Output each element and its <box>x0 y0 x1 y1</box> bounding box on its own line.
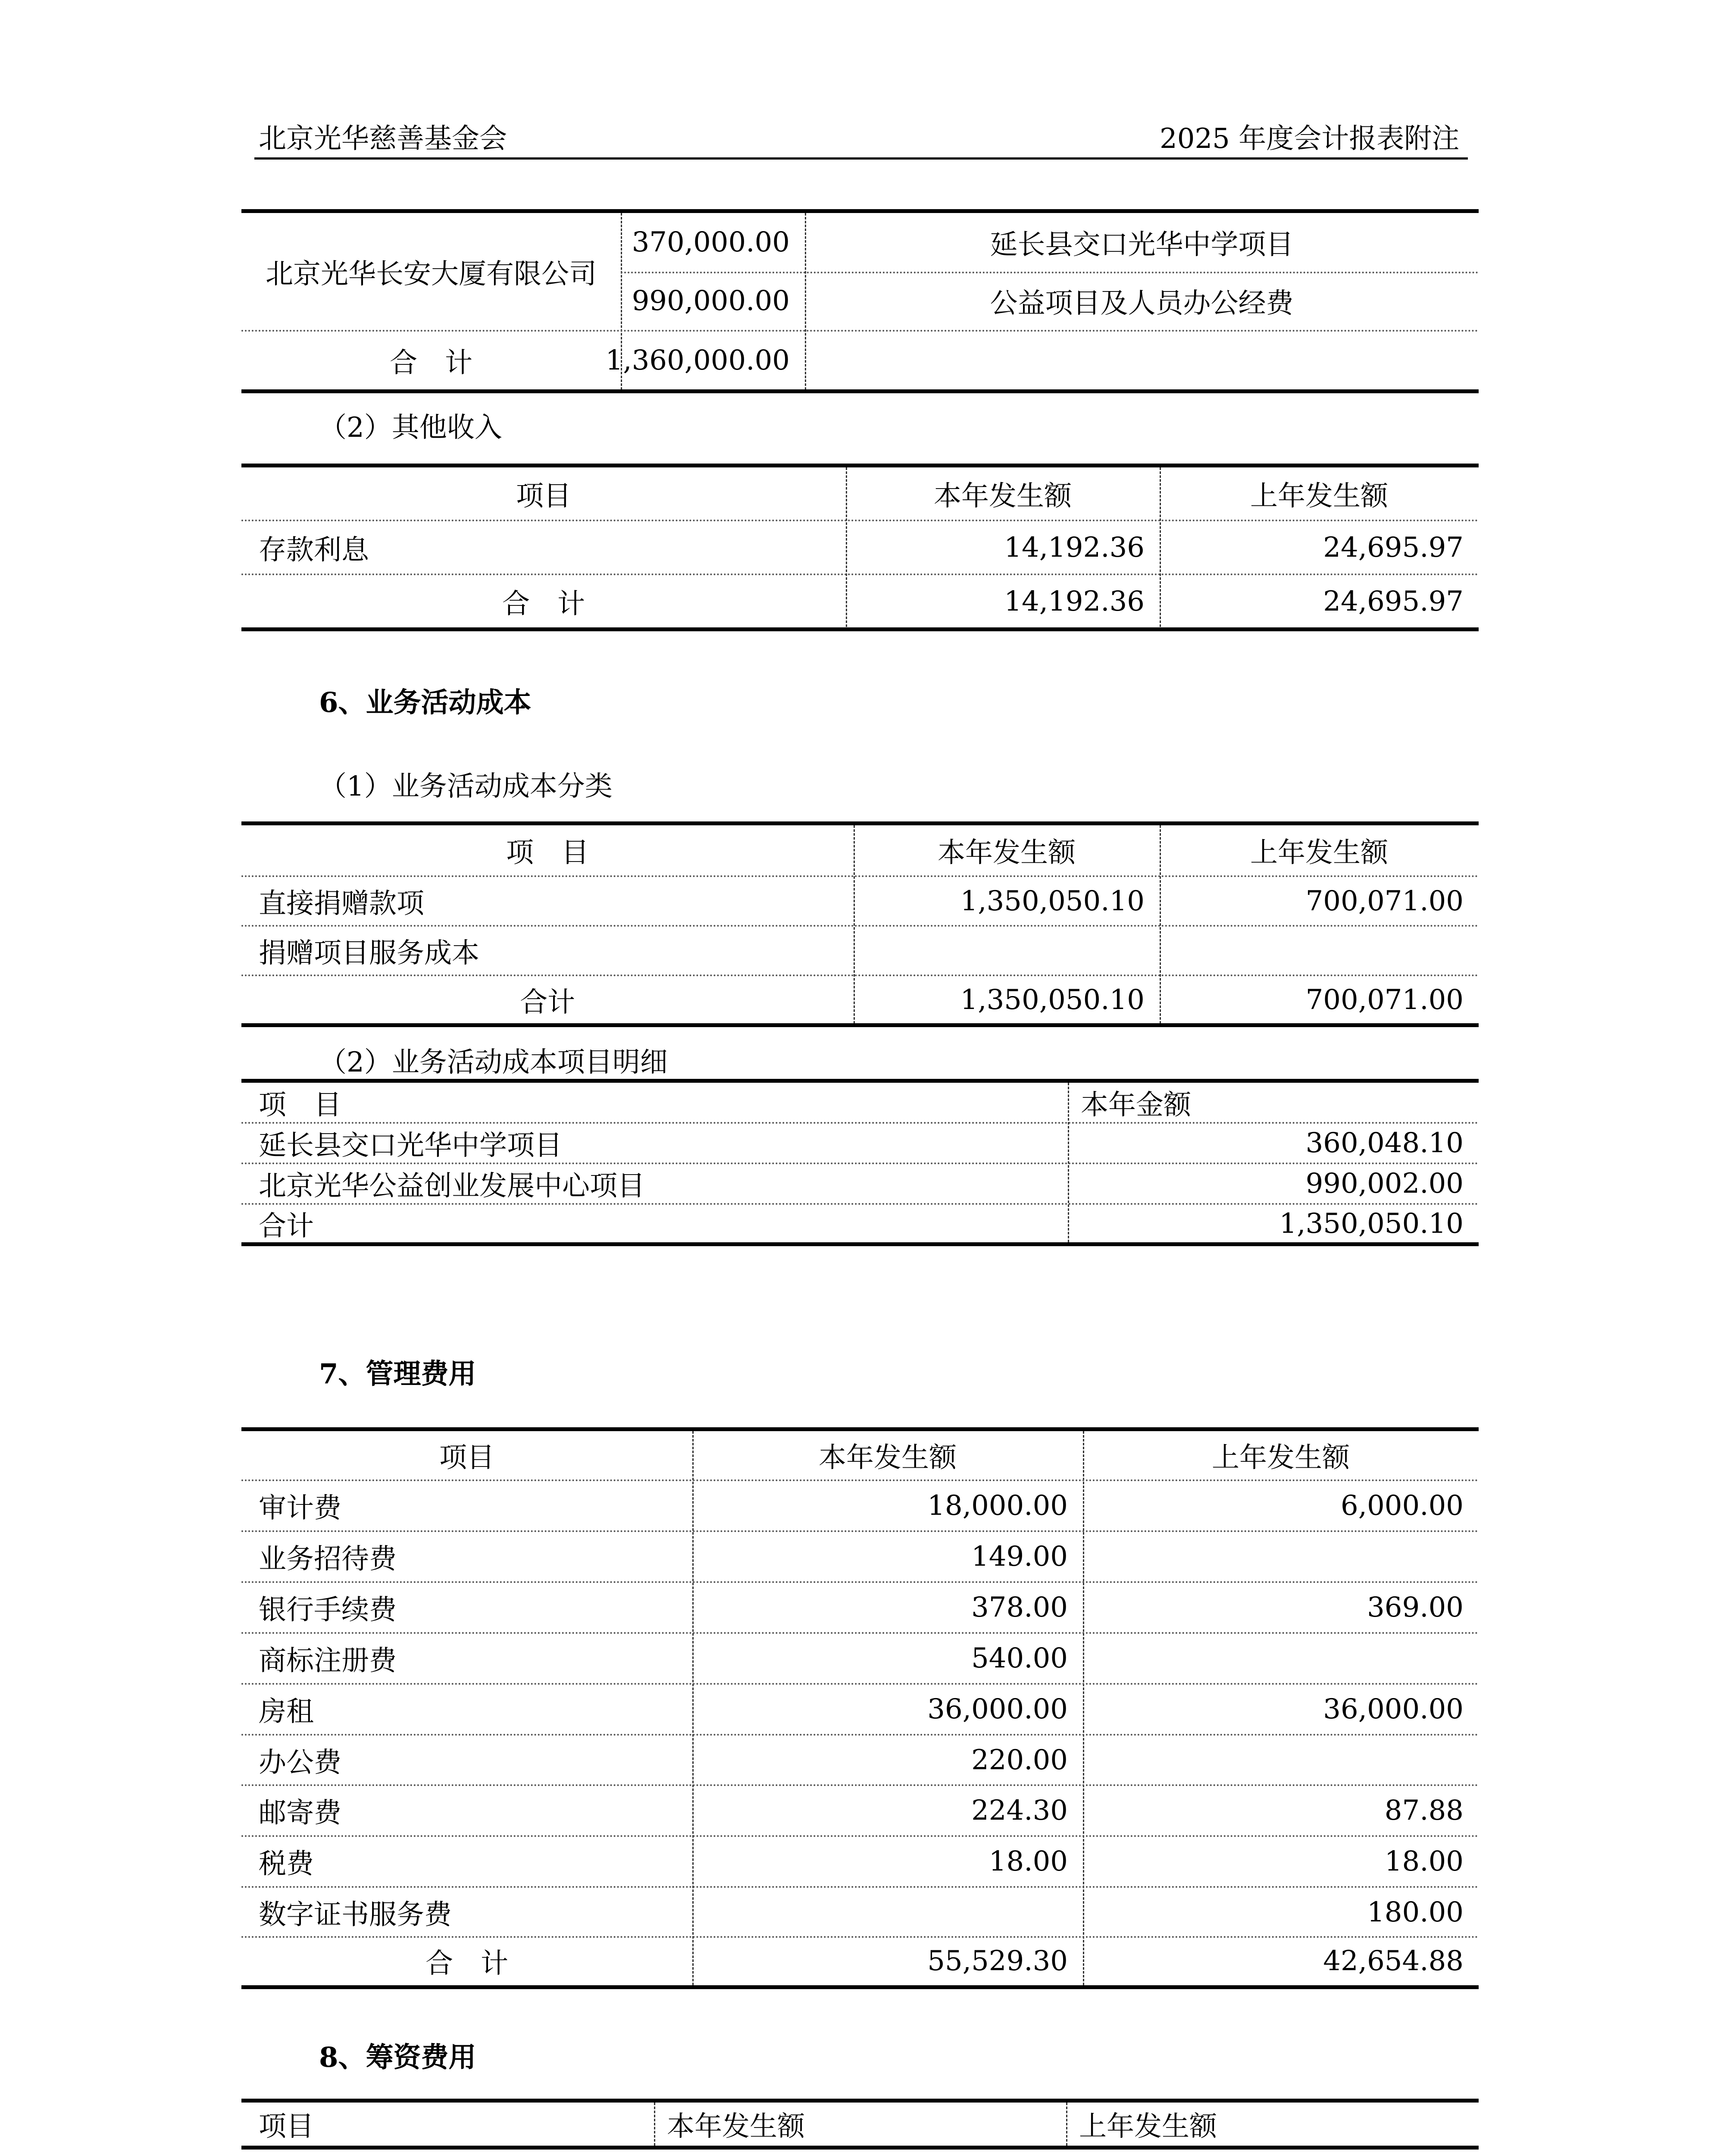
total-label: 合 计 <box>390 347 472 379</box>
row-prior: 18.00 <box>1384 1846 1464 1877</box>
row-current: 18.00 <box>988 1846 1068 1877</box>
row-item: 北京光华公益创业发展中心项目 <box>259 1170 645 1202</box>
row-prior: 24,695.97 <box>1323 531 1464 564</box>
row-current: 36,000.00 <box>927 1693 1068 1725</box>
header-item: 项目 <box>516 480 571 512</box>
total-amount: 1,360,000.00 <box>605 345 790 376</box>
row-current: 18,000.00 <box>927 1490 1068 1522</box>
donor-name: 北京光华长安大厦有限公司 <box>266 258 597 290</box>
header-current: 本年发生额 <box>934 480 1072 512</box>
row-item: 邮寄费 <box>259 1797 341 1829</box>
header-prior: 上年发生额 <box>1212 1442 1350 1474</box>
total-label: 合 计 <box>425 1948 508 1980</box>
row-current: 540.00 <box>971 1642 1068 1674</box>
row-current: 14,192.36 <box>1004 531 1145 564</box>
table-bottom-rule <box>241 2146 1479 2150</box>
row-item: 直接捐赠款项 <box>259 887 424 920</box>
row-current: 1,350,050.10 <box>960 885 1145 917</box>
row-current <box>854 927 1160 975</box>
row-item: 延长县交口光华中学项目 <box>259 1130 562 1162</box>
row-item: 捐赠项目服务成本 <box>259 937 479 969</box>
row-current: 149.00 <box>971 1541 1068 1573</box>
donation-purpose: 公益项目及人员办公经费 <box>990 287 1294 320</box>
total-amount: 1,350,050.10 <box>1279 1207 1464 1240</box>
header-item: 项 目 <box>259 1089 341 1121</box>
section6-title: 6、业务活动成本 <box>319 686 532 719</box>
section6-sub1-title: （1）业务活动成本分类 <box>319 771 613 802</box>
table-top-rule <box>241 2099 1479 2103</box>
row-prior: 6,000.00 <box>1341 1490 1464 1522</box>
header-prior: 上年发生额 <box>1079 2111 1217 2143</box>
row-prior <box>1160 927 1479 975</box>
total-label: 合计 <box>520 986 575 1018</box>
header-item: 项 目 <box>506 837 589 869</box>
header-prior: 上年发生额 <box>1250 480 1388 512</box>
table-bottom-rule <box>241 627 1479 631</box>
total-label: 合计 <box>259 1210 314 1242</box>
row-prior <box>1083 1532 1479 1581</box>
header-org-name: 北京光华慈善基金会 <box>259 123 507 155</box>
table-bottom-rule <box>241 1242 1479 1246</box>
row-item: 业务招待费 <box>259 1543 397 1575</box>
row-item: 税费 <box>259 1848 314 1880</box>
header-current: 本年发生额 <box>938 837 1076 869</box>
section7-title: 7、管理费用 <box>319 1358 476 1390</box>
donation-amount: 370,000.00 <box>632 226 790 258</box>
table-top-rule <box>241 1079 1479 1083</box>
row-amount: 360,048.10 <box>1305 1127 1464 1159</box>
table-top-rule <box>241 1427 1479 1431</box>
total-prior: 24,695.97 <box>1323 585 1464 617</box>
total-label: 合 计 <box>502 588 585 620</box>
row-prior: 369.00 <box>1367 1592 1464 1623</box>
row-item: 银行手续费 <box>259 1594 397 1626</box>
row-amount: 990,002.00 <box>1305 1168 1464 1200</box>
total-current: 14,192.36 <box>1004 585 1145 617</box>
total-prior: 42,654.88 <box>1323 1945 1464 1977</box>
table-bottom-rule <box>241 389 1479 393</box>
section8-title: 8、筹资费用 <box>319 2041 476 2074</box>
row-current: 378.00 <box>971 1592 1068 1623</box>
other-income-title: （2）其他收入 <box>319 412 502 444</box>
header-item: 项目 <box>439 1442 494 1474</box>
header-item: 项目 <box>259 2111 314 2143</box>
donation-purpose: 延长县交口光华中学项目 <box>990 229 1294 261</box>
row-prior: 36,000.00 <box>1323 1693 1464 1725</box>
row-current <box>692 1888 1083 1937</box>
header-rule <box>254 157 1468 160</box>
header-current: 本年发生额 <box>667 2111 805 2143</box>
row-prior: 180.00 <box>1367 1896 1464 1928</box>
total-current: 1,350,050.10 <box>960 984 1145 1016</box>
row-item: 房租 <box>259 1696 314 1728</box>
row-current: 224.30 <box>971 1795 1068 1827</box>
section6-sub2-title: （2）业务活动成本项目明细 <box>319 1047 668 1078</box>
header-doc-title: 2025 年度会计报表附注 <box>1160 123 1460 155</box>
table-top-rule <box>241 209 1479 213</box>
row-item: 商标注册费 <box>259 1645 397 1677</box>
table-bottom-rule <box>241 1023 1479 1027</box>
donation-amount: 990,000.00 <box>632 285 790 317</box>
row-current: 220.00 <box>971 1744 1068 1776</box>
total-current: 55,529.30 <box>927 1945 1068 1977</box>
table-top-rule <box>241 464 1479 467</box>
total-prior: 700,071.00 <box>1305 984 1464 1016</box>
row-prior: 87.88 <box>1384 1795 1464 1827</box>
row-item: 数字证书服务费 <box>259 1899 452 1931</box>
row-item: 审计费 <box>259 1492 341 1524</box>
table-bottom-rule <box>241 1985 1479 1989</box>
row-item: 办公费 <box>259 1747 341 1779</box>
row-prior <box>1083 1634 1479 1683</box>
header-amount: 本年金额 <box>1081 1089 1191 1121</box>
row-prior <box>1083 1736 1479 1785</box>
table-top-rule <box>241 821 1479 825</box>
header-prior: 上年发生额 <box>1250 837 1388 869</box>
row-item: 存款利息 <box>259 534 369 566</box>
row-prior: 700,071.00 <box>1305 885 1464 917</box>
header-current: 本年发生额 <box>819 1442 957 1474</box>
